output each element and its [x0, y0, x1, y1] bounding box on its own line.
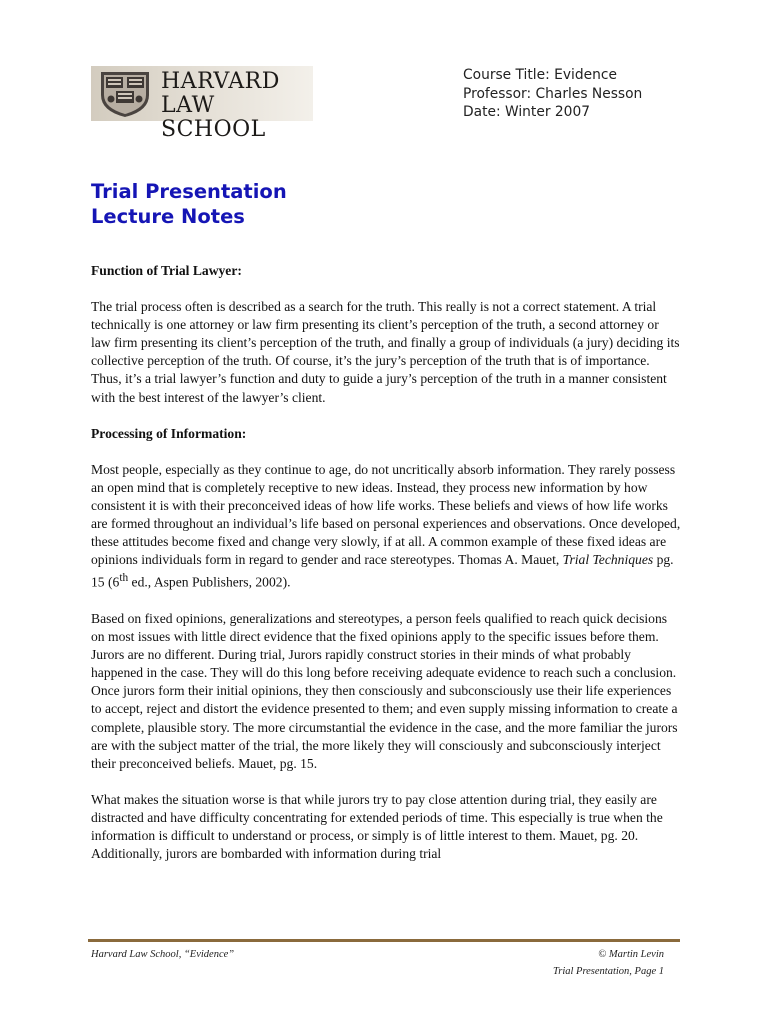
logo-text: [161, 70, 313, 142]
footer-page-number: Trial Presentation, Page 1: [552, 966, 664, 977]
harvard-law-school-logo: [91, 66, 313, 142]
document-title-line-1: Trial Presentation: [91, 180, 287, 203]
document-title: [91, 179, 287, 229]
paragraph-processing-2: Based on fixed opinions, generalizations and stereotypes, a person feels qualified to reach quick decisions on most issues with little direct evidence that the fixed opinions apply to the specific issues before them. Jurors are no different. During trial, Jurors rapidly construct stories in their minds of what probably happened in the case. They will do this long before receiving adequate evidence to reach such a conclusion. Once jurors form their initial opinions, they then consciously and subconsciously use their life experiences to accept, reject and distort the evidence presented to them; and even supply missing information to create a complete, plausible story. The more circumstantial the evidence in the case, and the more familiar the jurors are with the subject matter of the trial, the more likely they will consciously and subconsciously interject their preconceived beliefs. Mauet, pg. 15.: [91, 610, 678, 771]
paragraph-processing-3: What makes the situation worse is that while jurors try to pay close attention during trial, they easily are distracted and have difficulty concentrating for extended periods of time. This especially is true when the information is difficult to understand or process, or simply is of little interest to them. Mauet, pg. 20. Additionally, jurors are bombarded with information during trial: [91, 791, 663, 862]
course-date: Date: Winter 2007: [463, 104, 590, 120]
harvard-shield-icon: [95, 69, 155, 119]
paragraph-text: pg. 15 (6: [91, 552, 674, 590]
paragraph-text: Most people, especially as they continue to age, do not uncritically absorb information. They rarely possess an open mind that is completely receptive to new ideas. Instead, they process new information by how consistent it is with their preconceived ideas of how life works. These beliefs and views of how life works are formed throughout an individual’s life based on personal experiences and observations. Once developed, these attitudes become fixed and change very slowly, if at all. A common example of these fixed ideas are opinions individuals form in regard to gender and race stereotypes. Thomas A. Mauet,: [91, 461, 681, 568]
paragraph-function: The trial process often is described as a search for the truth. This really is not a correct statement. A trial technically is one attorney or law firm presenting its client’s perception of the truth, a second attorney or law firm presenting its client’s perception of the truth, and finally a group of individuals (a jury) deciding its collective perception of the truth. Of course, it’s the jury’s perception of the truth that is of importance. Thus, it’s a trial lawyer’s function and duty to guide a jury’s perception of the truth in a manner consistent with the best interest of the lawyer’s client.: [91, 299, 680, 405]
section-heading-processing: Processing of Information:: [91, 425, 247, 441]
document-body: [91, 262, 681, 881]
logo-line-1: HARVARD: [161, 69, 280, 94]
book-title: Trial Techniques: [562, 552, 654, 568]
course-professor: Professor: Charles Nesson: [463, 85, 643, 102]
footer-copyright: © Martin Levin: [598, 949, 664, 960]
footer-left: Harvard Law School, “Evidence”: [91, 949, 235, 960]
paragraph-processing-1: [91, 461, 681, 592]
section-heading-function: Function of Trial Lawyer:: [91, 263, 242, 278]
footer-rule: [88, 939, 680, 942]
logo-line-2: LAW SCHOOL: [161, 93, 266, 142]
document-title-line-2: Lecture Notes: [91, 205, 245, 228]
course-title: Course Title: Evidence: [463, 67, 617, 83]
superscript: th: [119, 572, 129, 585]
paragraph-text: ed., Aspen Publishers, 2002).: [128, 574, 291, 590]
course-info: [463, 66, 642, 122]
